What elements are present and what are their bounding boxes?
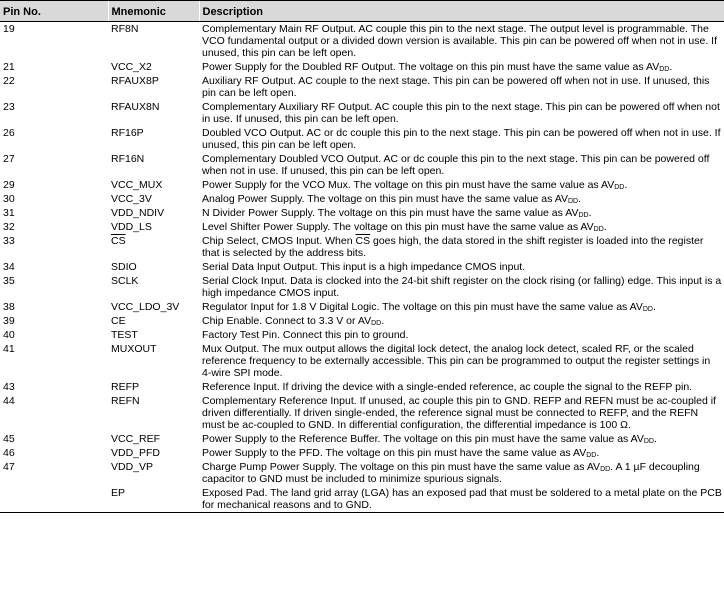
description-text: . [603, 221, 607, 233]
mnemonic-text: RFAUX8P [111, 75, 159, 87]
description-text: Power Supply for the VCO Mux. The voltage on this pin must have the same value as AV [202, 179, 615, 191]
mnemonic-cell [108, 234, 199, 260]
mnemonic-text: VCC_X2 [111, 61, 152, 73]
description-text: Mux Output. The mux output allows the digital lock detect, the analog lock detect, scaled RF, or the scaled reference frequency to be externally accessible. This pin can be programmed to output the register settings in 4-wire SPI mode. [202, 343, 711, 379]
table-row [0, 380, 724, 394]
description-cell [199, 220, 724, 234]
pin-number-cell: 45 [3, 433, 15, 445]
subscript-text: DD [643, 438, 654, 445]
description-text: Auxiliary RF Output. AC couple to the next stage. This pin can be powered off when not in use. If unused, this pin can be left open. [202, 75, 710, 99]
description-text: Complementary Reference Input. If unused, ac couple this pin to GND. REFP and REFN must be ac-coupled if driven differentially. If driven single-ended, the reference signal must be connected to REFP, and the REFN must be ac-coupled to GND. In differential configuration, the differential impedance is 100 Ω. [202, 395, 716, 431]
description-cell [199, 178, 724, 192]
mnemonic-cell [108, 178, 199, 192]
description-text: . [653, 433, 657, 445]
mnemonic-cell [108, 460, 199, 486]
description-cell [199, 460, 724, 486]
subscript-text: DD [593, 226, 604, 233]
description-text: Power Supply to the PFD. The voltage on this pin must have the same value as AV [202, 447, 587, 459]
table-row [0, 234, 724, 260]
table-row [0, 432, 724, 446]
pin-number-cell: 32 [3, 221, 15, 233]
description-cell [199, 432, 724, 446]
subscript-text: DD [567, 198, 579, 205]
description-cell [199, 152, 724, 178]
mnemonic-text: RF16P [111, 127, 144, 139]
description-text: Level Shifter Power Supply. The voltage on this pin must have the same value as AV [202, 221, 594, 233]
description-cell [199, 260, 724, 274]
table-row [0, 22, 724, 61]
description-text: Complementary Auxiliary RF Output. AC couple this pin to the next stage. This pin can be powered off when not in use. If unused, this pin can be left open. [202, 101, 720, 125]
pin-number-cell: 39 [3, 315, 15, 327]
description-cell [199, 394, 724, 432]
pin-number-cell: 46 [3, 447, 15, 459]
mnemonic-cell [108, 380, 199, 394]
description-cell [199, 274, 724, 300]
pin-number-cell: 29 [3, 179, 15, 191]
table-row [0, 274, 724, 300]
mnemonic-text: VCC_MUX [111, 179, 163, 191]
mnemonic-text: RF16N [111, 153, 145, 165]
mnemonic-header: Mnemonic [108, 1, 199, 22]
pin-number-cell: 31 [3, 207, 15, 219]
subscript-text: DD [586, 452, 597, 459]
mnemonic-cell [108, 432, 199, 446]
mnemonic-text: VCC_3V [111, 193, 152, 205]
description-cell [199, 22, 724, 61]
mnemonic-cell [108, 342, 199, 380]
pin-number-cell: 34 [3, 261, 15, 273]
mnemonic-cell [108, 328, 199, 342]
description-cell [199, 328, 724, 342]
table-row [0, 260, 724, 274]
table-row [0, 300, 724, 314]
pin-number-cell [0, 486, 108, 513]
description-text: Doubled VCO Output. AC or dc couple this pin to the next stage. This pin can be powered off when not in use. If unused, this pin can be left open. [202, 127, 721, 151]
description-text: . [588, 207, 592, 219]
mnemonic-cell [108, 60, 199, 74]
description-cell [199, 342, 724, 380]
table-body [0, 22, 724, 513]
mnemonic-cell [108, 22, 199, 61]
pin-number-cell: 41 [3, 343, 15, 355]
table-row [0, 314, 724, 328]
description-text: Serial Clock Input. Data is clocked into the 24-bit shift register on the clock rising (or falling) edge. This input is a high impedance CMOS input. [202, 275, 722, 299]
description-cell [199, 486, 724, 513]
description-text: . [381, 315, 385, 327]
mnemonic-cell [108, 220, 199, 234]
pin-number-cell: 30 [3, 193, 15, 205]
mnemonic-text: RFAUX8N [111, 101, 160, 113]
description-cell [199, 126, 724, 152]
description-text: goes high, the data stored in the shift register is loaded into the register that is selected by the address bits. [202, 235, 704, 259]
pin-number-cell: 40 [3, 329, 15, 341]
table-row [0, 126, 724, 152]
pin-number-cell: 22 [3, 75, 15, 87]
mnemonic-text: REFP [111, 381, 140, 393]
mnemonic-cell [108, 486, 199, 513]
description-cell [199, 314, 724, 328]
description-text: . [624, 179, 628, 191]
table-header-row [0, 1, 724, 22]
table-row [0, 446, 724, 460]
pin-number-cell: 27 [3, 153, 15, 165]
description-text: . [669, 61, 673, 73]
table-row [0, 60, 724, 74]
mnemonic-text: VDD_NDIV [111, 207, 165, 219]
description-text: Exposed Pad. The land grid array (LGA) has an exposed pad that must be soldered to a metal plate on the PCB for mechanical reasons and to GND. [202, 487, 722, 511]
table-row [0, 192, 724, 206]
mnemonic-cell [108, 300, 199, 314]
description-text: Regulator Input for 1.8 V Digital Logic. The voltage on this pin must have the same value as AV [202, 301, 643, 313]
pin-number-cell: 21 [3, 61, 15, 73]
pin-number-cell: 38 [3, 301, 15, 313]
mnemonic-cell [108, 192, 199, 206]
description-text: Serial Data Input Output. This input is a high impedance CMOS input. [202, 261, 526, 273]
table-row [0, 152, 724, 178]
table-row [0, 328, 724, 342]
pin-number-cell: 47 [3, 461, 15, 473]
description-text: Analog Power Supply. The voltage on this pin must have the same value as AV [202, 193, 568, 205]
description-text: . [596, 447, 600, 459]
description-text: N Divider Power Supply. The voltage on this pin must have the same value as AV [202, 207, 579, 219]
description-text: Chip Select, CMOS Input. When [202, 235, 356, 247]
description-text: Power Supply to the Reference Buffer. The voltage on this pin must have the same value as AV [202, 433, 644, 445]
mnemonic-cell [108, 126, 199, 152]
mnemonic-text: VDD_VP [111, 461, 154, 473]
table-row [0, 486, 724, 513]
description-text: Complementary Doubled VCO Output. AC or dc couple this pin to the next stage. This pin can be powered off when not in use. If unused, this pin can be left open. [202, 153, 710, 177]
subscript-text: DD [642, 306, 653, 313]
pin-number-cell: 43 [3, 381, 15, 393]
description-text: Charge Pump Power Supply. The voltage on this pin must have the same value as AV [202, 461, 601, 473]
mnemonic-cell [108, 260, 199, 274]
pin-no-header: Pin No. [0, 1, 108, 22]
subscript-text: DD [371, 320, 382, 327]
description-cell [199, 74, 724, 100]
subscript-text: DD [578, 212, 589, 219]
mnemonic-text: EP [111, 487, 126, 499]
table-row [0, 460, 724, 486]
description-cell [199, 100, 724, 126]
mnemonic-text: $\overline{CS}$ [111, 235, 126, 247]
mnemonic-cell [108, 446, 199, 460]
mnemonic-cell [108, 394, 199, 432]
mnemonic-cell [108, 100, 199, 126]
mnemonic-cell [108, 74, 199, 100]
table-row [0, 100, 724, 126]
description-header: Description [199, 1, 724, 22]
mnemonic-cell [108, 152, 199, 178]
description-text: Complementary Main RF Output. AC couple this pin to the next stage. The output level is programmable. The VCO fundamental output or a divided down version is available. This pin can be powered off when not in use. If unused, this pin can be left open. [202, 23, 718, 59]
subscript-text: DD [614, 184, 625, 191]
mnemonic-text: CE [111, 315, 126, 327]
mnemonic-text: VDD_LS [111, 221, 152, 233]
mnemonic-text: MUXOUT [111, 343, 157, 355]
mnemonic-text: SCLK [111, 275, 139, 287]
pin-number-cell: 33 [3, 235, 15, 247]
mnemonic-text: VCC_LDO_3V [111, 301, 180, 313]
mnemonic-text: VCC_REF [111, 433, 161, 445]
mnemonic-text: RF8N [111, 23, 139, 35]
mnemonic-text: SDIO [111, 261, 137, 273]
description-text: . [578, 193, 582, 205]
mnemonic-cell [108, 206, 199, 220]
description-cell [199, 234, 724, 260]
description-cell [199, 300, 724, 314]
table-row [0, 178, 724, 192]
table-row [0, 394, 724, 432]
description-cell [199, 380, 724, 394]
pin-number-cell: 19 [3, 23, 15, 35]
mnemonic-text: REFN [111, 395, 140, 407]
table-row [0, 206, 724, 220]
description-text: Reference Input. If driving the device with a single-ended reference, ac couple the signal to the REFP pin. [202, 381, 693, 393]
description-cell [199, 192, 724, 206]
mnemonic-text: TEST [111, 329, 138, 341]
table-row [0, 74, 724, 100]
description-cell [199, 446, 724, 460]
description-text: . [653, 301, 656, 313]
pin-number-cell: 44 [3, 395, 15, 407]
pin-number-cell: 23 [3, 101, 15, 113]
overline-signal-name: $\overline{CS}$ [355, 235, 371, 247]
description-text: Factory Test Pin. Connect this pin to ground. [202, 329, 409, 341]
table-row [0, 342, 724, 380]
table-row [0, 220, 724, 234]
description-text: Power Supply for the Doubled RF Output. The voltage on this pin must have the same value as AV [202, 61, 660, 73]
description-cell [199, 60, 724, 74]
mnemonic-cell [108, 274, 199, 300]
mnemonic-text: VDD_PFD [111, 447, 161, 459]
subscript-text: DD [600, 466, 611, 473]
mnemonic-cell [108, 314, 199, 328]
subscript-text: DD [659, 66, 670, 73]
pin-number-cell: 35 [3, 275, 15, 287]
description-text: . A 1 µF decoupling capacitor to GND must be included to minimize spurious signals. [202, 461, 700, 485]
pin-number-cell: 26 [3, 127, 15, 139]
description-text: Chip Enable. Connect to 3.3 V or AV [202, 315, 372, 327]
description-cell [199, 206, 724, 220]
